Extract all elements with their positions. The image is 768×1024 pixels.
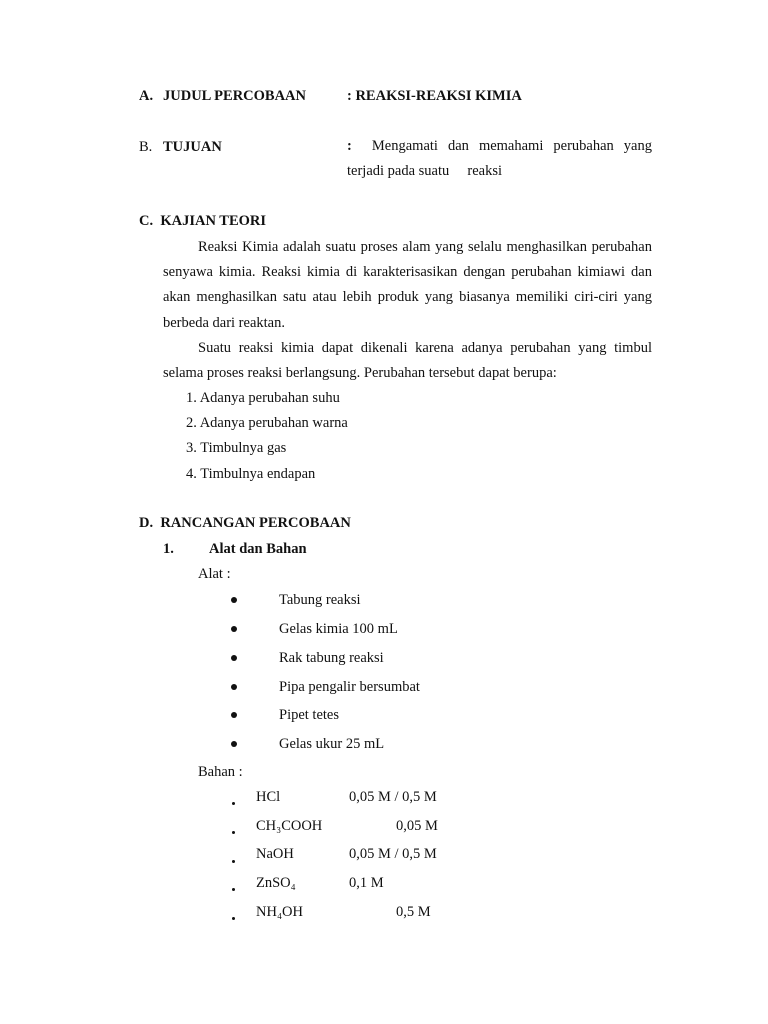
section-a-title: JUDUL PERCOBAAN	[163, 88, 306, 104]
kajian-paragraph-2	[163, 336, 652, 386]
kajian-list-item: 3. Timbulnya gas	[186, 440, 287, 456]
bahan-label: Bahan :	[198, 764, 243, 780]
bullet-icon	[232, 802, 235, 805]
section-b-colon: :	[347, 138, 352, 154]
alat-item: Pipa pengalir bersumbat	[279, 679, 420, 695]
bahan-name: CH₃COOH	[256, 818, 323, 834]
bahan-name: NH₄OH	[256, 904, 303, 920]
bahan-conc: 0,05 M	[396, 818, 438, 834]
bullet-icon	[231, 741, 237, 747]
kajian-paragraph-1-text: Reaksi Kimia adalah suatu proses alam yang selalu menghasilkan perubahan senyawa kimia. Reaksi kimia di karakterisasikan dengan perubahan kimiawi dan akan menghasilkan satu atau lebih produk yang biasanya memiliki ciri-ciri yang berbeda dari reaktan.	[163, 239, 652, 331]
bahan-conc: 0,1 M	[349, 875, 384, 891]
bullet-icon	[232, 831, 235, 834]
alat-item: Rak tabung reaksi	[279, 650, 384, 666]
bullet-icon	[231, 655, 237, 661]
section-b-value	[347, 134, 652, 184]
kajian-list-item: 4. Timbulnya endapan	[186, 466, 316, 482]
section-b-title: TUJUAN	[163, 139, 222, 155]
bullet-icon	[232, 888, 235, 891]
bahan-name: ZnSO₄	[256, 875, 296, 891]
bullet-icon	[232, 917, 235, 920]
kajian-paragraph-1	[163, 235, 652, 336]
alat-item: Pipet tetes	[279, 707, 340, 723]
kajian-list-item: 2. Adanya perubahan warna	[186, 415, 348, 431]
bullet-icon	[231, 597, 237, 603]
bahan-name: HCl	[256, 789, 281, 805]
section-c-heading: C. KAJIAN TEORI	[139, 213, 267, 229]
bullet-icon	[232, 860, 235, 863]
kajian-paragraph-2-text: Suatu reaksi kimia dapat dikenali karena adanya perubahan yang timbul selama proses reaksi berlangsung. Perubahan tersebut dapat berupa:	[163, 340, 652, 382]
bahan-conc: 0,05 M / 0,5 M	[349, 846, 437, 862]
bullet-icon	[231, 712, 237, 718]
alat-item: Gelas ukur 25 mL	[279, 736, 385, 752]
section-b-value-line2: terjadi pada suatu reaksi	[347, 163, 503, 179]
subsection-title: Alat dan Bahan	[209, 541, 307, 557]
alat-label: Alat :	[198, 566, 231, 582]
section-d-heading: D. RANCANGAN PERCOBAAN	[139, 515, 351, 531]
alat-item: Tabung reaksi	[279, 592, 361, 608]
bahan-conc: 0,5 M	[396, 904, 431, 920]
section-b-letter: B.	[139, 139, 153, 155]
subsection-number: 1.	[163, 541, 174, 557]
section-a-letter: A.	[139, 88, 154, 104]
bullet-icon	[231, 684, 237, 690]
bullet-icon	[231, 626, 237, 632]
kajian-list-item: 1. Adanya perubahan suhu	[186, 390, 340, 406]
alat-item: Gelas kimia 100 mL	[279, 621, 398, 637]
bahan-conc: 0,05 M / 0,5 M	[349, 789, 437, 805]
section-b-value-line1: Mengamati dan memahami perubahan yang	[371, 138, 652, 154]
bahan-name: NaOH	[256, 846, 294, 862]
section-a-value: : REAKSI-REAKSI KIMIA	[347, 88, 522, 104]
